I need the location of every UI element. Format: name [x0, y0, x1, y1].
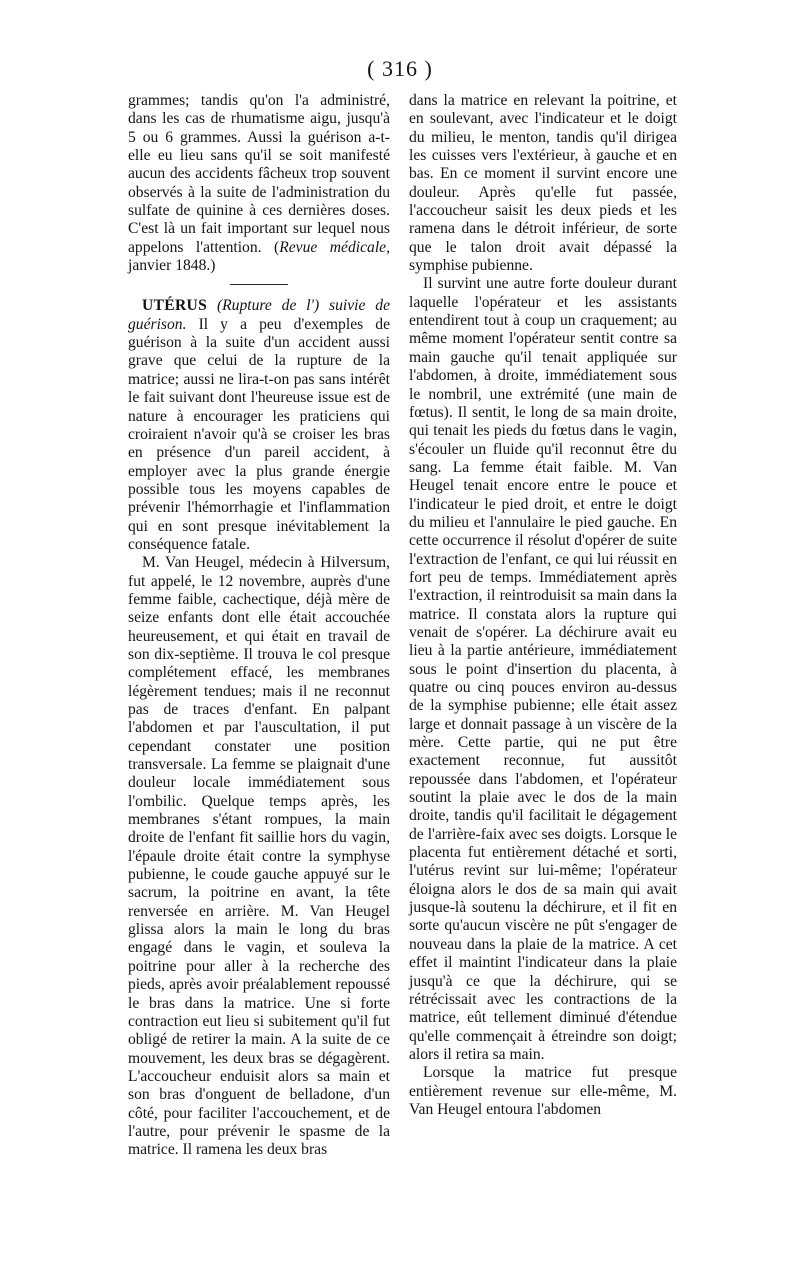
paragraph-text: Il y a peu d'exemples de guérison à la suite d'un accident aussi grave que celui de la rupture de la matrice; aussi ne lira-t-on pas sans intérêt le fait suivant dont l'heureuse issue est de nature à encourager les praticiens qui croiraient n'avoir qu'à se croiser les bras en présence d'un pareil accident, à employer avec la plus grande énergie possible tous les moyens capables de prévenir l'hémorrhagie et l'inflammation qui en sont presque inévitablement la conséquence fatale.	[128, 315, 390, 553]
source-citation: Revue médicale	[279, 238, 387, 256]
paragraph-text: grammes; tandis qu'on l'a administré, dans les cas de rhumatisme aigu, jusqu'à 5 ou 6 grammes. Aussi la guérison a-t-elle eu lieu sans qu'il se soit manifesté aucun des accidents fâcheux trop souvent observés à la suite de l'administration du sulfate de quinine à ces dernières doses. C'est là un fait important sur lequel nous appelons l'attention. (	[128, 92, 390, 256]
paragraph-recovery: Lorsque la matrice fut presque entièrement revenue sur elle-même, M. Van Heugel entoura l'abdomen	[409, 1064, 677, 1118]
paragraph-case-continued: dans la matrice en relevant la poitrine, et en soulevant, avec l'indicateur et le doigt du milieu, le menton, tandis qu'il dirigea les cuisses vers l'extérieur, à gauche et en bas. En ce moment il survint encore une douleur. Après qu'elle fut passée, l'accoucheur saisit les deux pieds et les ramena dans le détroit inférieur, de sorte que le talon droit avait dépassé la symphise pubienne.	[409, 92, 677, 275]
right-column	[409, 92, 677, 1119]
section-subtitle: (Rupture de l') suivie de guérison.	[128, 297, 390, 333]
section-heading: UTÉRUS	[142, 297, 208, 315]
paragraph-uterus-intro	[128, 297, 390, 554]
paragraph-rupture: Il survint une autre forte douleur durant laquelle l'opérateur et les assistants entendirent tout à coup un craquement; au même moment l'opérateur sentit contre sa main gauche qu'il tenait appliquée sur l'abdomen, à droite, immédiatement sous le nombril, une extrémité (une main de fœtus). Il sentit, le long de sa main droite, qui tenait les pieds du fœtus dans le vagin, s'écouler un fluide qu'il reconnut être du sang. La femme était faible. M. Van Heugel tenait encore entre le pouce et l'indicateur le pied droit, et entre le doigt du milieu et l'annulaire le pied gauche. En cette occurrence il résolut d'opérer de suite l'extraction de l'enfant, ce qui lui réussit en fort peu de temps. Immédiatement après l'extraction, il reintroduisit sa main dans la matrice. Il constata alors la rupture qui venait de s'opérer. La déchirure avait eu lieu à la partie antérieure, immédiatement sous le point d'insertion du placenta, à quatre ou cinq pouces environ au-dessus de la symphise pubienne; elle était assez large et donnait passage à un viscère de la mère. Cette partie, qui ne put être exactement reconnue, fut aussitôt repoussée dans l'abdomen, et l'opérateur soutint la plaie avec le dos de la main droite, tandis qu'il facilitait le dégagement de l'arrière-faix avec ses doigts. Lorsque le placenta fut entièrement détaché et sorti, l'utérus revint sur lui-même; l'opérateur éloigna alors le dos de sa main qui avait jusque-là soutenu la déchirure, et il fit en sorte qu'aucun viscère ne pût s'engager de nouveau dans la plaie de la matrice. A cet effet il maintint l'indicateur dans la plaie jusqu'à ce que la déchirure, qui se rétrécissait avec les contractions de la matrice, eût tellement diminué d'étendue qu'elle commençait à étreindre son doigt; alors il retira sa main.	[409, 275, 677, 1063]
page-number: ( 316 )	[367, 56, 433, 81]
section-divider	[230, 284, 288, 285]
paragraph-rheumatism-conclusion	[128, 92, 390, 275]
left-column	[128, 92, 390, 1160]
paragraph-case-report: M. Van Heugel, médecin à Hilversum, fut appelé, le 12 novembre, auprès d'une femme faible, cachectique, déjà mère de seize enfants dont elle était accouchée heureusement, et qui était en travail de son dix-septième. Il trouva le col presque complétement effacé, les membranes légèrement tendues; mais il ne reconnut pas de traces d'enfant. En palpant l'abdomen et par l'auscultation, il put cependant constater une position transversale. La femme se plaignait d'une douleur locale immédiatement sous l'ombilic. Quelque temps après, les membranes s'étant rompues, la main droite de l'enfant fit saillie hors du vagin, l'épaule droite était contre la symphyse pubienne, le coude gauche appuyé sur le sacrum, la poitrine en avant, la tête renversée en arrière. M. Van Heugel glissa alors la main le long du bras engagé dans le vagin, et souleva la poitrine pour aller à la recherche des pieds, après avoir préalablement repoussé le bras dans la matrice. Une si forte contraction eut lieu si subitement qu'il fut obligé de retirer la main. A la suite de ce mouvement, les deux bras se dégagèrent. L'accoucheur enduisit alors sa main et son bras d'onguent de belladone, d'un côté, pour faciliter l'accouchement, et de l'autre, pour prévenir le spasme de la matrice. Il ramena les deux bras	[128, 554, 390, 1159]
source-date: , janvier 1848.)	[128, 238, 390, 275]
